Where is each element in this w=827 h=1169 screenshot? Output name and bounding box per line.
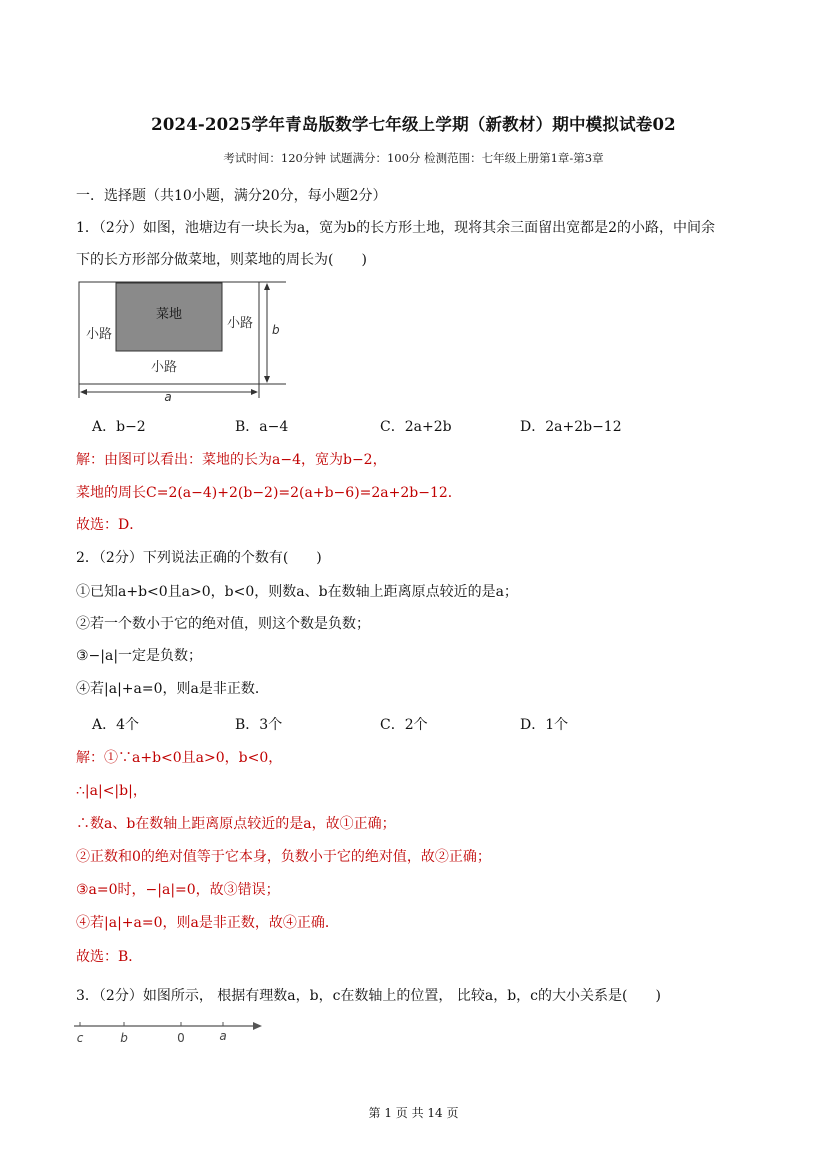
q2-statement-1: ①已知a+b<0且a>0，b<0，则数a、b在数轴上距离原点较近的是a； (76, 584, 518, 600)
axis-label-a: a (219, 1029, 227, 1043)
q2-option-b: B．3个 (235, 717, 283, 733)
q2-answer-line6: ④若|a|+a=0，则a是非正数，故④正确． (76, 915, 339, 931)
q1-answer-line2: 菜地的周长C=2(a−4)+2(b−2)=2(a+b−6)=2a+2b−12． (76, 485, 462, 501)
q2-answer-line4: ②正数和0的绝对值等于它本身，负数小于它的绝对值，故②正确； (76, 849, 491, 865)
q2-statement-3: ③−|a|一定是负数； (76, 648, 203, 664)
q1-option-c: C．2a+2b (380, 419, 452, 435)
q2-option-c: C．2个 (380, 717, 428, 733)
q2-option-a: A．4个 (92, 717, 140, 733)
q2-answer-line2: ∴|a|<|b|， (76, 783, 147, 799)
q3-number-line (72, 1016, 267, 1046)
dimension-a-label: a (164, 390, 172, 404)
axis-label-b: b (120, 1031, 128, 1045)
q1-figure (76, 280, 291, 405)
axis-label-zero: 0 (177, 1031, 185, 1045)
garden-label: 菜地 (155, 307, 183, 322)
page-footer: 第 1 页 共 14 页 (368, 1106, 459, 1120)
q2-answer-line1: 解：①∵a+b<0且a>0，b<0， (76, 750, 283, 766)
dimension-b-label: b (272, 323, 280, 337)
q1-option-d: D．2a+2b−12 (520, 419, 622, 435)
q2-stem: 2．（2分）下列说法正确的个数有( ) (76, 550, 322, 566)
q2-choice: 故选：B． (76, 949, 143, 965)
q2-statement-2: ②若一个数小于它的绝对值，则这个数是负数； (76, 616, 370, 632)
axis-label-c: c (76, 1031, 84, 1045)
q1-option-a: A．b−2 (92, 419, 146, 435)
q1-option-b: B．a−4 (235, 419, 289, 435)
q2-answer-line3: ∴数a、b在数轴上距离原点较近的是a，故①正确； (76, 816, 396, 832)
q1-choice: 故选：D． (76, 517, 144, 533)
page-title: 2024-2025学年青岛版数学七年级上学期（新教材）期中模拟试卷02 (151, 115, 676, 134)
exam-info: 考试时间：120分钟 试题满分：100分 检测范围：七年级上册第1章-第3章 (223, 151, 604, 165)
section-header: 一．选择题（共10小题，满分20分，每小题2分） (76, 188, 387, 204)
road-left-label: 小路 (85, 327, 113, 342)
q1-stem-line1: 1．（2分）如图，池塘边有一块长为a，宽为b的长方形土地，现将其余三面留出宽都是2的小路，中间余 (76, 220, 716, 236)
road-bottom-label: 小路 (150, 360, 178, 375)
q2-statement-4: ④若|a|+a=0，则a是非正数． (76, 681, 269, 697)
q1-stem-line2: 下的长方形部分做菜地，则菜地的周长为( ) (76, 252, 367, 268)
road-right-label: 小路 (226, 316, 254, 331)
q2-option-d: D．1个 (520, 717, 569, 733)
q3-stem: 3．（2分）如图所示， 根据有理数a，b，c在数轴上的位置， 比较a，b，c的大小关系是( ) (76, 988, 661, 1004)
q1-answer-line1: 解：由图可以看出：菜地的长为a−4，宽为b−2， (76, 452, 387, 468)
q2-answer-line5: ③a=0时，−|a|=0，故③错误； (76, 882, 280, 898)
